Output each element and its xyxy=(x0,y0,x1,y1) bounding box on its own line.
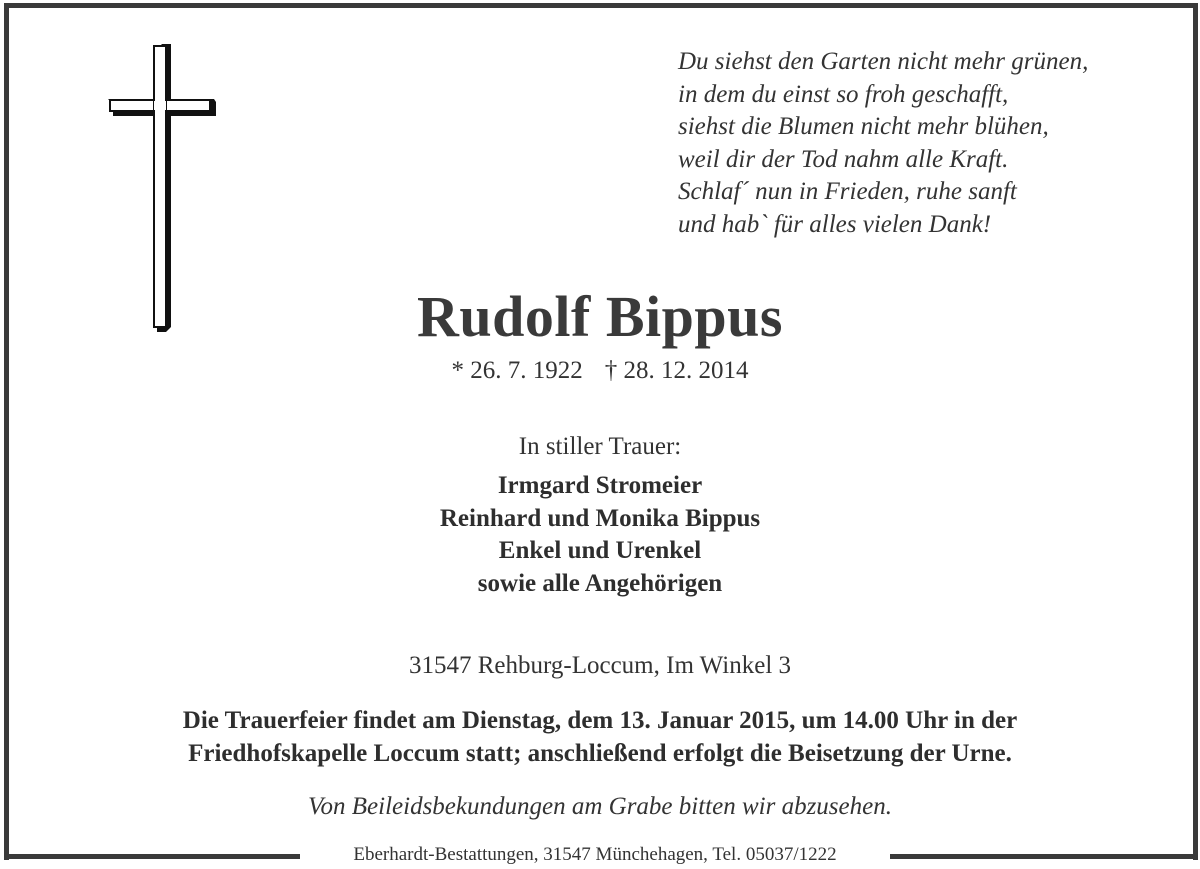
mourning-label: In stiller Trauer: xyxy=(518,433,682,460)
footer-rule-left xyxy=(4,854,300,859)
service-info xyxy=(0,704,1200,770)
mourner-name: Reinhard und Monika Bippus xyxy=(439,504,761,532)
poem-line: siehst die Blumen nicht mehr blühen, xyxy=(678,113,1049,140)
service-line: Friedhofskapelle Loccum statt; anschließend erfolgt die Beisetzung der Urne. xyxy=(188,740,1012,767)
family-address: 31547 Rehburg-Loccum, Im Winkel 3 xyxy=(408,652,792,679)
poem-line: Schlaf´ nun in Frieden, ruhe sanft xyxy=(678,178,1017,205)
mourner-name: Irmgard Stromeier xyxy=(497,472,703,499)
poem-line: weil dir der Tod nahm alle Kraft. xyxy=(678,145,1009,173)
deceased-name: Rudolf Bippus xyxy=(417,284,783,349)
birth-date: * 26. 7. 1922 xyxy=(451,357,583,384)
mourners-list xyxy=(0,470,1200,600)
poem-line: in dem du einst so froh geschafft, xyxy=(678,80,1009,108)
life-dates xyxy=(0,356,1200,386)
death-date: † 28. 12. 2014 xyxy=(604,357,749,384)
poem-line: und hab` für alles vielen Dank! xyxy=(678,210,992,238)
mourner-name: Enkel und Urenkel xyxy=(498,537,702,564)
service-line: Die Trauerfeier findet am Dienstag, dem 13. Januar 2015, um 14.00 Uhr in der xyxy=(182,707,1018,734)
funeral-home-footer: Eberhardt-Bestattungen, 31547 Münchehagen, Tel. 05037/1222 xyxy=(353,844,837,865)
footer-rule-right xyxy=(890,854,1193,859)
mourner-name: sowie alle Angehörigen xyxy=(477,569,723,597)
poem-line: Du siehst den Garten nicht mehr grünen, xyxy=(678,48,1089,75)
poem xyxy=(678,46,1168,241)
condolence-request: Von Beileidsbekundungen am Grabe bitten wir abzusehen. xyxy=(308,793,892,820)
